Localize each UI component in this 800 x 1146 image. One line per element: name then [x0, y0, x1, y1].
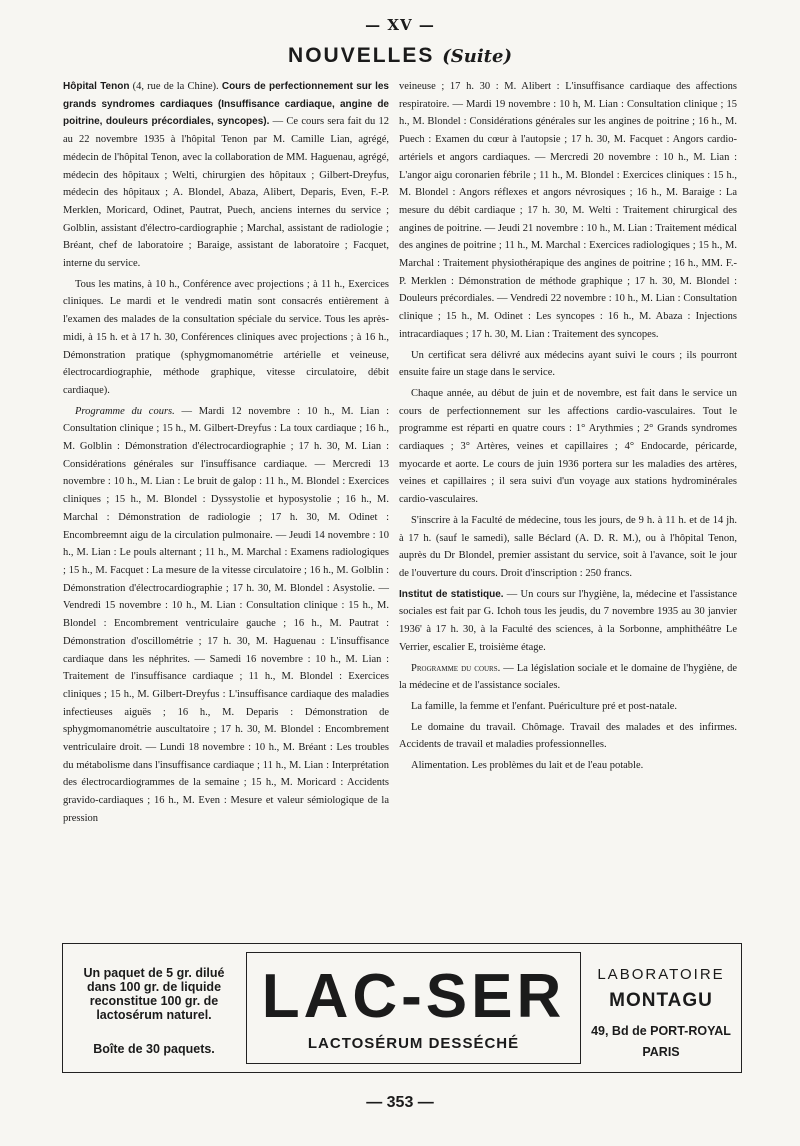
section-title-suffix: (Suite)	[442, 46, 512, 67]
ad-box-size-text: Boîte de 30 paquets.	[93, 1042, 215, 1056]
social-program-text: — La législation sociale et le domaine de l'hygiène, de la médecine et de l'assistance sociales.	[399, 662, 737, 692]
section-title	[0, 44, 800, 68]
registration-paragraph: S'inscrire à la Faculté de médecine, tous les jours, de 9 h. à 11 h. et de 14 jh. à 17 h. (sauf le samedi), salle Béclard (A. D. R. M.), ou à l'hôpital Tenon, auprès du Dr Blondel, premier assistant du service, soit à l'avance, soit le jour de l'ouverture du cours. Droit d'inscription : 250 francs.	[399, 514, 737, 579]
roman-page-number: — XV —	[365, 16, 435, 34]
tenon-announcement	[63, 78, 389, 273]
ad-laboratory-city: PARIS	[642, 1045, 680, 1059]
section-title-main: NOUVELLES	[288, 44, 435, 67]
certificate-paragraph: Un certificat sera délivré aux médecins ayant suivi le cours ; ils pourront ensuite faire un stage dans le service.	[399, 349, 737, 379]
statistics-institute-text: — Un cours sur l'hygiène, la, médecine et l'assistance sociales est fait par G. Ichoh tous les jeudis, du 7 novembre 1935 au 30 janvier 1936' à 17 h. 30, à la Faculté des sciences, à la Sorbonne, amphithéâtre Le Verrier, escalier E, troisième étage.	[399, 588, 738, 653]
ad-brand-box	[246, 952, 581, 1064]
lac-ser-advertisement	[62, 943, 742, 1073]
ad-brand-subtitle: LACTOSÉRUM DESSÉCHÉ	[307, 1035, 520, 1052]
statistics-institute-paragraph	[399, 586, 737, 657]
ad-brand-name: LAC-SER	[261, 962, 566, 1031]
tenon-address: (4, rue de la Chine).	[129, 81, 222, 92]
social-program-paragraph	[399, 660, 737, 695]
course-program-heading: Programme du cours.	[75, 405, 175, 417]
right-column	[399, 78, 737, 778]
ad-laboratory-name: MONTAGU	[609, 990, 713, 1011]
daily-schedule: Tous les matins, à 10 h., Conférence avec projections ; à 11 h., Exercices cliniques. Le mardi et le vendredi matin sont consacrés entièrement à l'examen des malades de la consultation spéciale du service. Tous les après-midi, à 15 h. et à 17 h. 30, Conférences cliniques avec projections ; à 16 h., Démonstration pratique (sphygmomanométrie artérielle et veineuse, électrocardiographie, méthode graphique, vitesse circulatoire, débit cardiaque).	[63, 278, 389, 396]
ad-dilution-text: Un paquet de 5 gr. dilué dans 100 gr. de liquide reconstitue 100 gr. de lactosérum naturel.	[83, 966, 225, 1022]
left-column	[63, 78, 389, 831]
tenon-heading: Hôpital Tenon	[63, 81, 130, 92]
ad-laboratory-panel	[583, 944, 739, 1072]
course-program-text: — Mardi 12 novembre : 10 h., M. Lian : Consultation clinique ; 15 h., M. Gilbert-Dreyfus : La toux cardiaque ; 16 h., M. Golblin : Démonstration d'électrocardiographie ; 17 h. 30, M. Lian : Considérations générales sur l'insuffisance cardiaque. — Mercredi 13 novembre : 10 h., M. Lian : Le bruit de galop : 11 h., M. Blondel : Exercices cliniques ; 15 h., M. Blondel : Dyssystolie et hyposystolie ; 16 h., M. Marchal : Démonstration de radiologie ; 17 h. 30, M. Odinet : Encombreemnt aigu de la circulation pulmonaire. — Jeudi 14 novembre : 10 h., M. Lian : Le pouls alternant ; 11 h., M. Marchal : Examens radiologiques ; 15 h., M. Facquet : La mesure de la vitesse circulatoire ; 16 h., M. Golblin : Démonstration d'électrocardiographie ; 17 h. 30, M. Blondel : Asystolie. — Vendredi 15 novembre : 10 h., M. Lian : Consultation clinique : 15 h., M. Blondel : Encombrement ventriculaire gauche ; 16 h., M. Pautrat : Démonstration d'oscillométrie ; 17 h. 30, M. Haguenau : L'insuffisance cardiaque dans les néphrites. — Samedi 16 novembre : 10 h., M. Lian : Traitement de l'insuffisance cardiaque ; 11 h., M. Blondel : Exercices cliniques ; 15 h., M. Gilbert-Dreyfus : L'insuffisance cardiaque des maladies infectieuses aiguës ; 16 h., M. Deparis : Démonstration de sphygmomanométrie auscultatoire ; 17 h. 30, M. Blondel : Encombrement ventriculaire droit. — Lundi 18 novembre : 10 h., M. Bréant : Les troubles du métabolisme dans l'insuffisance cardiaque ; 11 h., M. Lian : Interprétation des électrocardiogrammes de la semaine ; 15 h., M. Moricard : Accidents gravido-cardiaques ; 16 h., M. Even : Mesure et valeur sémiologique de la pression	[63, 405, 389, 824]
course-program	[63, 403, 389, 828]
work-paragraph: Le domaine du travail. Chômage. Travail des malades et des infirmes. Accidents de travail et maladies professionnelles.	[399, 721, 737, 751]
social-program-heading: Programme du cours.	[411, 662, 501, 674]
annual-course-paragraph: Chaque année, au début de juin et de novembre, est fait dans le service un cours de perfectionnement sur les affections cardio-vasculaires. Tout le programme est réparti en quatre cours : 1° Arythmies ; 2° Grands syndromes cardiaques ; 3° Artères, veines et capillaires ; 4° Endocarde, péricarde, myocarde et aorte. Le cours de juin 1936 portera sur les maladies des artères, veines et capillaires ; il sera suivi d'un voyage aux stations hydrominérales cardio-vasculaires.	[399, 387, 737, 506]
statistics-institute-heading: Institut de statistique.	[399, 588, 504, 600]
tenon-course-details: — Ce cours sera fait du 12 au 22 novembre 1935 à l'hôpital Tenon par M. Camille Lian, agrégé, médecin de l'hôpital Tenon, avec la collaboration de MM. Haguenau, agrégé, médecin des hôpitaux ; Welti, chirurgien des hôpitaux ; Gilbert-Dreyfus, médecin des hôpitaux ; A. Blondel, Abaza, Alibert, Deparis, Even, F.-P. Merklen, Moricard, Odinet, Pautrat, Puech, anciens internes du service ; Golblin, assistant d'électro-cardiographie ; Marchal, assistant de radiologie ; Bréant, chef de laboratoire ; Baraige, assistant de laboratoire ; Facquet, interne du service.	[63, 116, 390, 270]
page-number: — 353 —	[366, 1094, 434, 1111]
family-paragraph: La famille, la femme et l'enfant. Puériculture pré et post-natale.	[411, 700, 678, 712]
ad-left-panel	[63, 944, 243, 1072]
tenon-course-title: Cours de perfectionnement sur les grands syndromes cardiaques (Insuffisance cardiaque, angine de poitrine, douleurs précordiales, syncopes).	[63, 81, 389, 128]
ad-laboratory-label: LABORATOIRE	[597, 966, 725, 983]
food-paragraph: Alimentation. Les problèmes du lait et de l'eau potable.	[411, 760, 644, 772]
ad-laboratory-address: 49, Bd de PORT-ROYAL	[591, 1024, 731, 1038]
course-program-continued: veineuse ; 17 h. 30 : M. Alibert : L'insuffisance cardiaque des affections respiratoire. — Mardi 19 novembre : 10 h, M. Lian : Consultation clinique ; 15 h., M. Blondel : Considérations générales sur les angines de poitrine ; 16 h., M. Puech : Examen du cœur à l'autopsie ; 17 h. 30, M. Facquet : Angors cardio-artériels et angors cardiaques. — Mercredi 20 novembre : 10 h., M. Lian : L'angor aigu coronarien fébrile ; 11 h., M. Blondel : Exercices cliniques : 15 h., M. Blondel : Angors réflexes et angors névrosiques ; 16 h., M. Baraige : La mesure du débit cardiaque ; 17 h. 30, M. Welti : Traitement chirurgical des angines de poitrine. — Jeudi 21 novembre : 10 h., M. Lian : Traitement médical des angines de poitrine ; 11 h., M. Marchal : Exercices radiologiques ; 15 h., M. Marchal : Traitement physiothérapique des angines de poitrine ; 16 h., MM. F.-P. Merklen : Démonstration de méthode graphique ; 17 h. 30, M. Blondel : Douleurs précordiales. — Vendredi 22 novembre : 10 h., M. Lian : Consultation clinique ; 15 h., M. Odinet : Les syncopes : 16 h., M. Abaza : Injections intracardiaques ; 17 h. 30, M. Lian : Traitement des syncopes.	[399, 81, 737, 340]
